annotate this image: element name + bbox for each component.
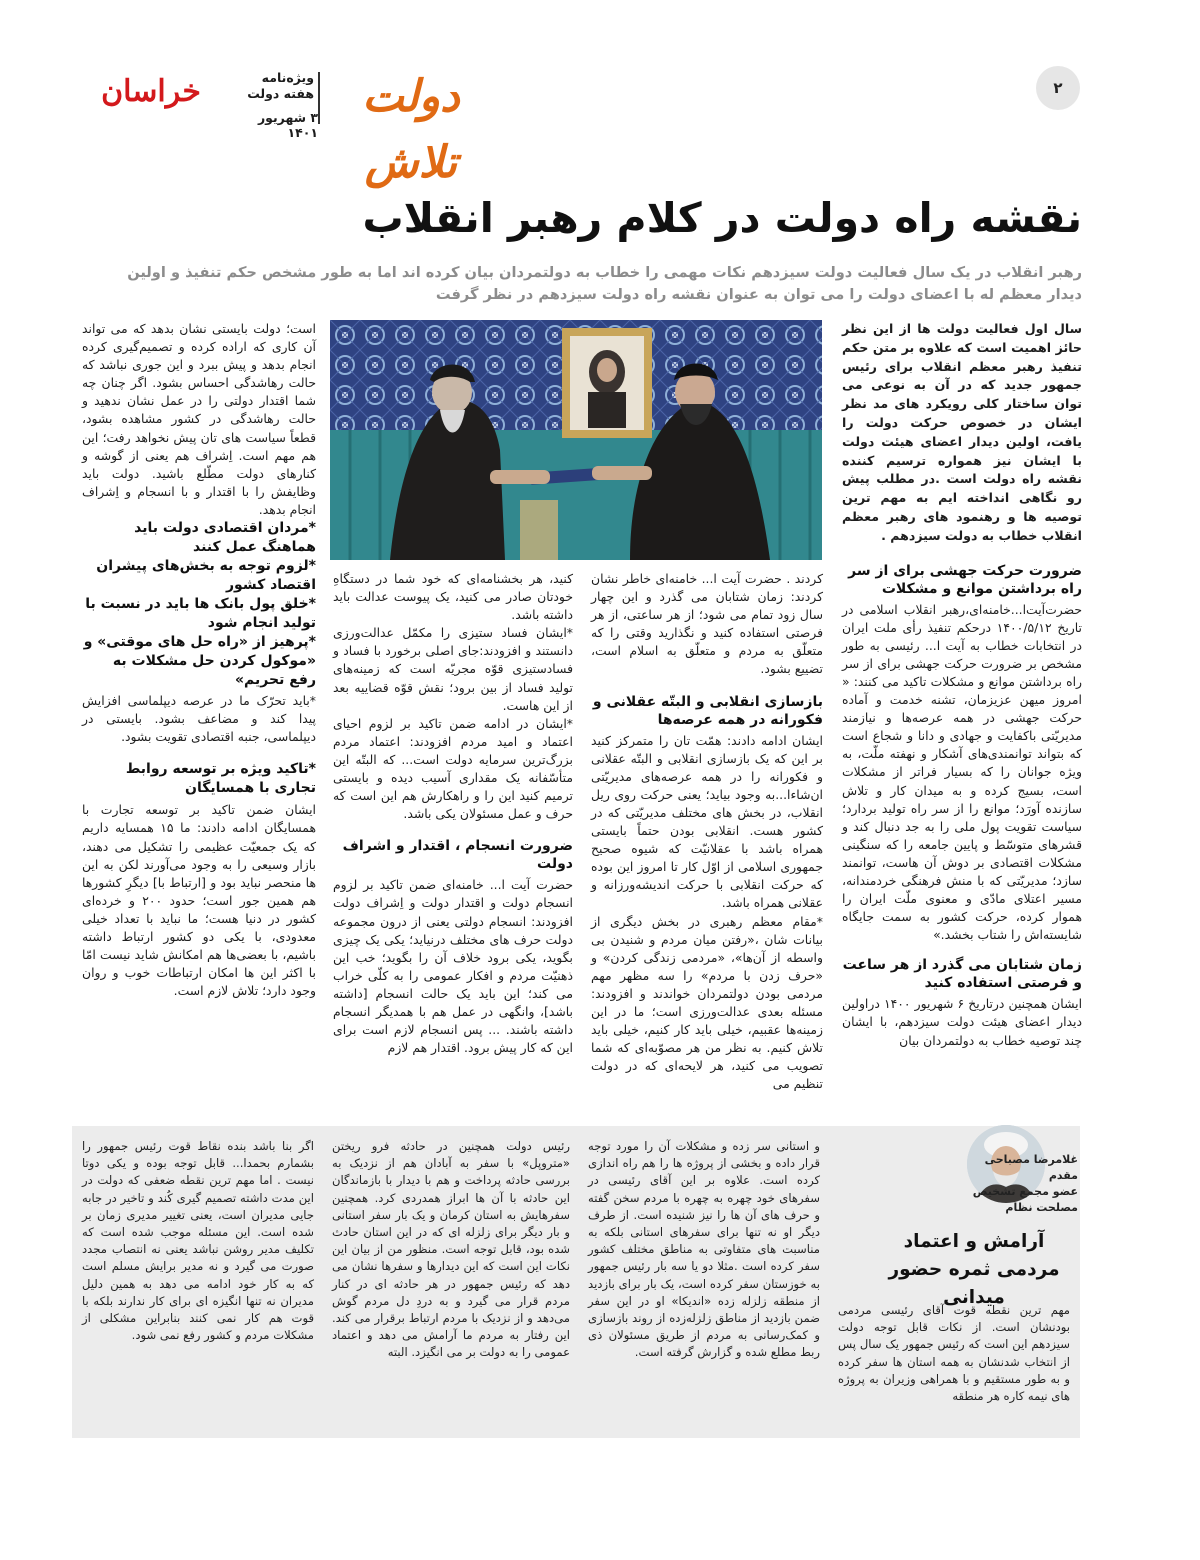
opinion-column-3: رئیس دولت همچنین در حادثه فرو ریختن «متروپل» با سفر به آبادان هم از نزدیک به بررسی حادثه پرداخت و هم با دیدار با بازماندگان این حادثه با آن ها ابراز همدردی کرد. همچنین سفرهایش به استان کرمان و یک بار سفر استانی و بار دیگر برای زلزله ای که در این استان حادث شده بود، قابل توجه است. منظور من از بیان این نکات این است که این دیدارها و سفرها نشان می دهد که رئیس جمهور در هر حادثه ای در کنار مردم قرار می گیرد و به دردِ دل مردم گوش می‌دهد و از نزدیک با مردم ارتباط برقرار می کند. این رفتار به مردم ما آرامش می دهد و اعتماد عمومی را به دولت بر می انگیزد. البته — [332, 1139, 570, 1360]
supplement-title — [226, 70, 314, 102]
opinion-column-1: مهم ترین نقطه قوت آقای رئیسی مردمی بودنشان است. از نکات قابل توجه دولت سیزدهم این است که رئیس جمهور یک سال پس از انتخاب شدنشان به همه استان ها سفر کرده و به طور مستقیم و با همراهی وزیران به پروژه های نیمه کاره هر منطقه — [838, 1303, 1070, 1404]
issue-date: ۳ شهریور ۱۴۰۱ — [257, 110, 318, 140]
paragraph: است؛ دولت بایستی نشان بدهد که می تواند آن کاری که اراده کرده و تصمیم‌گیری کرده انجام بدهد و پیش ببرد و این جوری نباشد که حالت رهاشدگی احساس بشود. اگر چنان چه شما اقتدار دولتی را در عمل نشان ندهید و حالت رهاشدگی در کشور مشاهده بشود، قطعاً سیاست های تان پیش نخواهد رفت؛ این هم مهم است. اِشراف هم یعنی از گوشه و کنارهای دولت مطّلع باشید. دولت باید وظایفش را با اقتدار و با انسجام و اِشراف انجام بدهد. — [82, 321, 316, 517]
article-photo — [330, 320, 822, 560]
author-name: غلامرضا مصباحی مقدم — [984, 1153, 1078, 1182]
supplement-title-line1: ویژه‌نامه — [261, 70, 314, 85]
subheading-neighbor-trade: *تاکید ویژه بر توسعه روابط تجاری با همسایگان — [125, 761, 316, 797]
supplement-logo: دولت تلاش — [362, 71, 460, 188]
paragraph: کنید، هر بخشنامه‌ای که خود شما در دستگاهِ خودتان صادر می کنید، یک پیوست عدالت باید داشته باشد. — [333, 571, 573, 623]
subheading-economic-coordination: *مردان اقتصادی دولت باید هماهنگ عمل کنند — [134, 520, 316, 556]
paragraph: حضرت‌آیت‌ا...خامنه‌ای،رهبر انقلاب اسلامی در تاریخ ۱۴۰۰/۵/۱۲ درحکم تنفیذ رأی ملت ایران در انتخابات خطاب به آیت ا... رئیسی به طور مشخص بر ضرورت حرکت جهشی برای از سر راه برداشتن موانع و مشکلات تاکید می کنند: « امروز میهن عزیزمان، تشنه خدمت و آماده حرکت جهشی در همه عرصه‌ها و نیازمند مدیریّتی باکفایت و جهادی و دانا و شجاع است که بتواند توانمندی‌های آشکار و نهفته ملّت، به ویژه جوانان را که بسیار فراتر از مشکلات است، بسیج کرده و به میدان کار و تلاش سازنده آورَد؛ موانع را از سر راه تولید بردارد؛ سیاست تقویت پول ملی را به جد دنبال کند و قشرهای متوسّط و پایین جامعه را که سنگینی مشکلات اقتصادی بر دوش آن هاست، توانمند سازد؛ مدیریّتی که با منش فرهنگی خردمندانه، مسیر اعتلای مادّی و معنوی ملّت ایران را هموار کرده، حرکت کشور به سمت جایگاه شایسته‌اش را شتاب بخشد.» — [842, 601, 1083, 943]
paragraph: ایشان همچنین درتاریخ ۶ شهریور ۱۴۰۰ دراولین دیدار اعضای هیئت دولت سیزدهم، با ایشان چند توصیه خطاب به دولتمردان بیان — [842, 996, 1083, 1048]
article-lead: رهبر انقلاب در یک سال فعالیت دولت سیزدهم نکات مهمی را خطاب به دولتمردان بیان کرده اند اما به طور مشخص حکم تنفیذ و اولین دیدار معظم له با اعضای دولت را می توان به عنوان نقشه راه دولت سیزدهم در نظر گرفت — [127, 264, 1082, 303]
opinion-column-2: و استانی سر زده و مشکلات آن را مورد توجه قرار داده و بخشی از پروژه ها را هم راه اندازی کرده است. علاوه بر این آقای رئیسی در سفرهای خود چهره به چهره با مردم سخن گفته و حرف های آن ها را نیز شنیده است. از طرف دیگر او نه تنها برای سفرهای استانی بلکه به مناسبت های متفاوتی به مناطق مختلف کشور سفر کرده است .مثلا دو یا سه بار رئیس جمهور به خوزستان سفر کرده است، یک بار برای بازدید از منطقه زلزله زده «اندیکا» او در این سفر ضمن بازدید از مناطق زلزله‌زده از روند بازسازی و کمک‌رسانی به مردم از طریق مسئولان ذی ربط مطلع شده و گزارش گرفته است. — [588, 1139, 820, 1360]
paragraph: *ایشان در ادامه ضمن تاکید بر لزوم احیای اعتماد و امید مردم افزودند: اعتماد مردم بزرگ‌ترین سرمایه دولت است... که البتّه این متأسّفانه یک مقداری آسیب دیده و بایستی ترمیم کنید این را و راهکارش هم این است که حرف و عمل مسئولان یکی باشد. — [333, 715, 573, 822]
paragraph: ایشان ادامه دادند: همّت تان را متمرکز کنید بر این که یک بازسازی انقلابی و البتّه عقلانی و فکورانه را در همه عرصه‌های مدیریّتی ان‌شاءا...به وجود بیاید؛ یعنی حرکت روی ریل انقلاب، در بخش های مختلف مدیریّتی که در کشور هست. انقلابی بودن حتماً بایستی همراه باشد با عقلانیّت که شیوه صحیح جمهوری اسلامی از اوّل کار تا امروز این بوده که حرکت انقلابی با حرکت اندیشه‌ورزانه و عقلانی همراه باشد. — [591, 732, 823, 911]
paragraph: *باید تحرّک ما در عرصه دیپلماسی افزایش پیدا کند و مضاعف بشود. بایستی در دیپلماسی، جنبه اقتصادی تقویت بشود. — [82, 693, 316, 745]
opinion-title: آرامش و اعتماد مردمی ثمره حضور میدانی — [888, 1231, 1060, 1308]
subheading-time-passes: زمان شتابان می گذرد از هر ساعت و فرصتی استفاده کنید — [842, 957, 1082, 992]
opinion-column-4: اگر بنا باشد بنده نقاط قوت رئیس جمهور را بشمارم بحمدا... قابل توجه بوده و یکی دوتا نیست . اما مهم ترین نقطه ضعفی که دولت در این مدت داشته تصمیم گیری کُند و تاخیر در جابه جایی مدیران است، یعنی تغییر مدیری زمان بر شده است. این مسئله موجب شده است که تکلیف مدیر روشن نباشد یعنی نه انتصاب مجدد صورت می گیرد و نه مدیر برایش مسلم است که به کار خود ادامه می دهد به همین دلیل مدیران نه تنها انگیزه ای برای کار ندارند بلکه با قوت هم کار نمی کنند بنابراین مشکلی از مشکلات مردم و کشور رفع نمی شود. — [82, 1139, 314, 1343]
article-column-1 — [842, 320, 1082, 1105]
paragraph: حضرت آیت ا... خامنه‌ای ضمن تاکید بر لزوم انسجام دولت و اقتدار دولت و اِشراف دولت افزودند: انسجام دولتی یعنی از درون مجموعه دولت حرف های مختلف درنیاید؛ یکی یک چیزی بگوید، یکی برود خلاف آن را بگوید؛ خب این ذهنیّت مردم و افکار عمومی را به کلّی خراب می کند؛ این باید یک حالت انسجام [داشته باشد]، وانگهی در عمل هم با همدیگر انسجام داشته باشند. ... پس انسجام لازم است برای این که کار پیش برود. اقتدار هم لازم — [333, 877, 573, 1056]
subheading-revolutionary-rebuild: بازسازی انقلابی و البتّه عقلانی و فکورانه در همه عرصه‌ها — [592, 693, 823, 728]
page-headline: نقشه راه دولت در کلام رهبر انقلاب — [362, 194, 1082, 242]
newspaper-logo: خراسان — [101, 74, 201, 109]
subheading-avoid-temporary-solutions: *پرهیز از «راه حل های موقتی» و «موکول کردن حل مشکلات به رفع تحریم» — [83, 634, 316, 689]
header-divider — [318, 72, 320, 124]
subheading-driver-sectors: *لزوم توجه به بخش‌های پیشران اقتصاد کشور — [96, 558, 316, 594]
article-intro: سال اول فعالیت دولت ها از این نظر حائز اهمیت است که علاوه بر متن حکم تنفیذ رهبر معظم انقلاب برای رئیس جمهور جدید که در آن به نوعی می توان ساختار کلی رویکرد های مد نظر ایشان در خصوص حرکت دولت را یافت، اولین دیدار اعضای هیئت دولت با ایشان نیز همواره ترسیم کننده نقشه راه دولت است .در مطلب پیش رو نگاهی انداخته ایم به مهم ترین توصیه ها و رهنمود های رهبر معظم انقلاب خطاب به دولت سیزدهم . — [842, 321, 1082, 543]
paragraph: ایشان ضمن تاکید بر توسعه تجارت با همسایگان ادامه دادند: ما ۱۵ همسایه داریم که یک جمعیّت عظیمی را تشکیل می دهند، بازار وسیعی را به وجود می‌آورند لکن به این ها منحصر نباید بود و [ارتباط با] دیگرِ کشورها هم همین جور است؛ حدود ۲۰۰ و خرده‌ای کشور در دنیا هست؛ ما نباید با تعداد خیلی معدودی، با یکی دو کشور ارتباط داشته باشیم، با بعضی‌ها هم امکانش شاید نیست امّا با اکثر این ها امکان ارتباطات خوب و روان وجود دارد؛ تلاش لازم است. — [82, 802, 316, 999]
article-column-2 — [591, 570, 823, 1105]
author-role: عضو مجمع تشخیص — [972, 1185, 1078, 1198]
subheading-leap-movement: ضرورت حرکت جهشی برای از سر راه برداشتن موانع و مشکلات — [848, 562, 1082, 597]
ceremony-photo-illustration — [330, 320, 822, 560]
article-column-3 — [333, 570, 573, 1105]
paragraph: کردند . حضرت آیت ا... خامنه‌ای خاطر نشان کردند: زمان شتابان می گذرد و این چهار سال زود تمام می شود؛ از هر ساعتی، از هر فرصتی استفاده کنید و نگذارید وقتی را که متعلّق به مردم و متعلّق به اسلام است، تضییع بشود. — [591, 571, 823, 677]
subheading-bank-money-creation: *خلق پول بانک ها باید در نسبت با تولید انجام شود — [85, 596, 316, 632]
subheading-cohesion-authority: ضرورت انسجام ، اقتدار و اشراف دولت — [342, 838, 573, 873]
paragraph: *ایشان فساد ستیزی را مکمّل عدالت‌ورزی دانستند و افزودند:جای اصلی برخورد با فساد و فسادستیزی قوّه مجریّه است که زمینه‌های تولید فساد از بین برود؛ نقش قوّه قضاییه بعد از این هاست. — [333, 625, 573, 713]
author-info — [958, 1152, 1078, 1216]
page-number: ۲ — [1036, 66, 1080, 110]
author-role-cont: مصلحت نظام — [1005, 1201, 1078, 1214]
supplement-title-line2: هفته دولت — [247, 86, 314, 101]
article-column-4 — [82, 320, 316, 1105]
paragraph: *مقام معظم رهبری در بخش دیگری از بیانات شان ،«رفتن میان مردم و شنیدن بی واسطه از آن‌ها»، «مردمی زندگی کردن» و «حرف زدن با مردم» را سه مظهر مهم مردمی بودن دولتمردان خواندند و افزودند: مسئله بعدی عدالت‌ورزی است؛ ما در این زمینه‌ها عقبیم، خیلی باید کار کنیم، خیلی باید تلاش کنیم. به نظر من هر مصوّبه‌ای که شما تصویب می کنید، هر لایحه‌ای که در دولت تنظیم می — [591, 913, 823, 1092]
